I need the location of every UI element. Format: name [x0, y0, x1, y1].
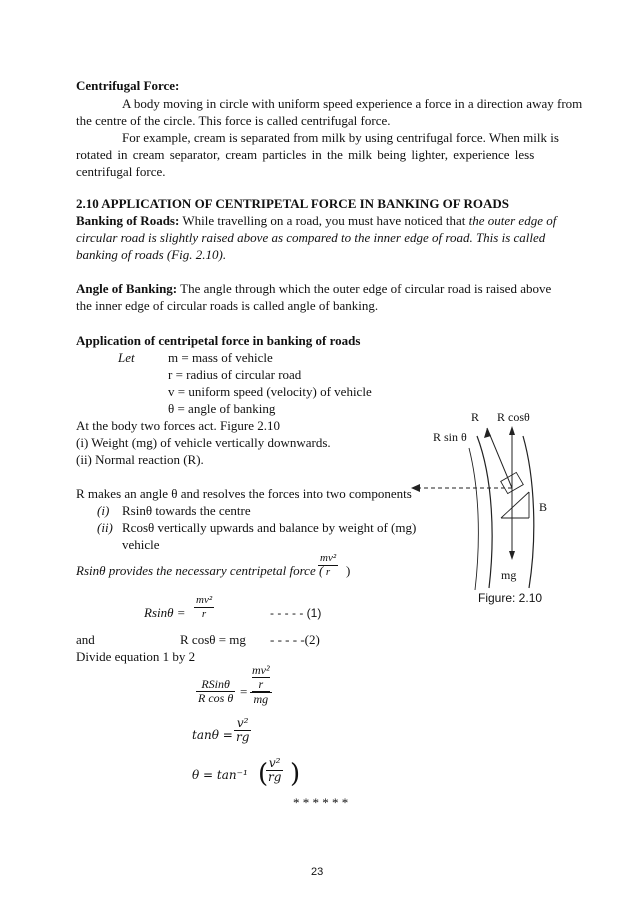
forces-line: At the body two forces act. Figure 2.10: [76, 418, 280, 433]
tan-num: v²: [234, 717, 251, 731]
provides-frac-den: r: [325, 566, 331, 578]
centrifugal-p1-line2: the centre of the circle. This force is called centrifugal force.: [76, 113, 391, 128]
force-i: (i) Weight (mg) of vehicle vertically downwards.: [76, 435, 331, 450]
def-theta: θ = angle of banking: [168, 401, 276, 416]
tan-den: rg: [236, 730, 250, 744]
ratio-lhs-fraction: [196, 676, 235, 705]
banking-label: Banking of Roads:: [76, 213, 180, 228]
normal-arrow-head: [484, 428, 491, 438]
fig-label-B: B: [539, 500, 548, 514]
angle-line1: [76, 281, 551, 297]
banking-line3: banking of roads (Fig. 2.10).: [76, 247, 227, 262]
application-heading: Application of centripetal force in banking of roads: [76, 333, 361, 348]
ratio-rhs-fraction: [250, 664, 272, 706]
provides-fraction: [318, 552, 338, 579]
road-outer-curve: [523, 436, 534, 588]
theta-lparen: (: [258, 759, 269, 789]
divide-line: Divide equation 1 by 2: [76, 649, 196, 664]
centrifugal-p2-line2: rotated in cream separator, cream particles in the milk being lighter, experience less: [76, 147, 535, 162]
theta-num: v²: [266, 757, 283, 771]
rcos-arrow-head: [509, 426, 515, 435]
theta-fraction: [266, 757, 283, 784]
eq1-fraction: [194, 594, 214, 621]
eq1-lhs: Rsinθ =: [144, 605, 186, 620]
theta-lhs: θ = tan⁻¹: [192, 768, 248, 782]
resolve-line: R makes an angle θ and resolves the forces into two components: [76, 486, 412, 501]
ratio-num: RSinθ: [196, 676, 235, 692]
ratio-den: R cos θ: [198, 691, 234, 705]
normal-arrow-line: [487, 428, 512, 488]
rsin-arrow-head: [411, 484, 420, 492]
banking-text1-italic: the outer edge of: [468, 213, 557, 228]
theta-rparen: ): [290, 759, 301, 789]
def-v: v = uniform speed (velocity) of vehicle: [168, 384, 372, 399]
tan-fraction: [234, 717, 251, 744]
tan-lhs: tanθ =: [192, 728, 233, 742]
ratio-rhs-den: mg: [253, 692, 269, 706]
triangle-hypotenuse: [501, 492, 529, 518]
eq2-ref: - - - - -(2): [270, 632, 320, 647]
banking-line2: circular road is slightly raised above as compared to the inner edge of road. This is called: [76, 230, 546, 245]
road-inner-curve: [477, 436, 492, 588]
def-m: m = mass of vehicle: [168, 350, 273, 365]
fig-label-mg: mg: [501, 568, 517, 582]
fig-label-Rcos: R cosθ: [497, 410, 530, 424]
ratio-inner-frac: [252, 664, 270, 692]
def-r: r = radius of circular road: [168, 367, 302, 382]
angle-text1: The angle through which the outer edge of circular road is raised above: [180, 281, 552, 296]
provides-close: ): [346, 563, 351, 578]
comp-ii-cont: vehicle: [122, 537, 160, 552]
force-ii: (ii) Normal reaction (R).: [76, 452, 204, 467]
figure-2-10: [405, 408, 565, 593]
eq2: R cosθ = mg: [180, 632, 246, 647]
angle-label: Angle of Banking:: [76, 281, 178, 296]
ratio-inner-den: r: [258, 677, 264, 691]
fig-label-Rsin: R sin θ: [433, 430, 467, 444]
provides-text: Rsinθ provides the necessary centripetal force (: [76, 563, 324, 578]
comp-ii-num: (ii): [97, 520, 113, 535]
theta-den: rg: [268, 770, 282, 784]
figure-caption: Figure: 2.10: [478, 591, 543, 605]
centrifugal-p1-line1: A body moving in circle with uniform speed experience a force in a direction away from: [122, 96, 583, 111]
banking-text1: While travelling on a road, you must have noticed that: [182, 213, 466, 228]
provides-line: [76, 563, 323, 579]
centrifugal-p2-line3: centrifugal force.: [76, 164, 166, 179]
ratio-inner-num: mv²: [252, 663, 270, 677]
centrifugal-p2-line1: For example, cream is separated from milk by using centrifugal force. When milk is: [122, 130, 559, 145]
comp-i: Rsinθ towards the centre: [122, 503, 251, 518]
centrifugal-heading: Centrifugal Force:: [76, 78, 180, 93]
road-edge-curve: [469, 448, 478, 590]
comp-i-num: (i): [97, 503, 110, 518]
end-stars: * * * * * *: [293, 795, 349, 810]
page-number: 23: [311, 866, 324, 878]
ratio-rhs-num: [250, 664, 272, 693]
ratio-equals: =: [240, 684, 248, 699]
let-label: Let: [118, 350, 135, 365]
eq1-frac-num: mv²: [196, 594, 213, 606]
eq1-frac-den: r: [201, 608, 207, 620]
banking-line1: [76, 213, 556, 229]
provides-frac-num: mv²: [320, 552, 337, 564]
angle-line2: the inner edge of circular roads is called angle of banking.: [76, 298, 379, 313]
fig-label-R: R: [471, 410, 480, 424]
mg-arrow-head: [509, 551, 515, 560]
eq1-ref: - - - - - (1): [270, 606, 322, 620]
comp-ii: Rcosθ vertically upwards and balance by weight of (mg): [122, 520, 417, 535]
and-label: and: [76, 632, 95, 647]
section-heading: 2.10 APPLICATION OF CENTRIPETAL FORCE IN BANKING OF ROADS: [76, 196, 510, 211]
